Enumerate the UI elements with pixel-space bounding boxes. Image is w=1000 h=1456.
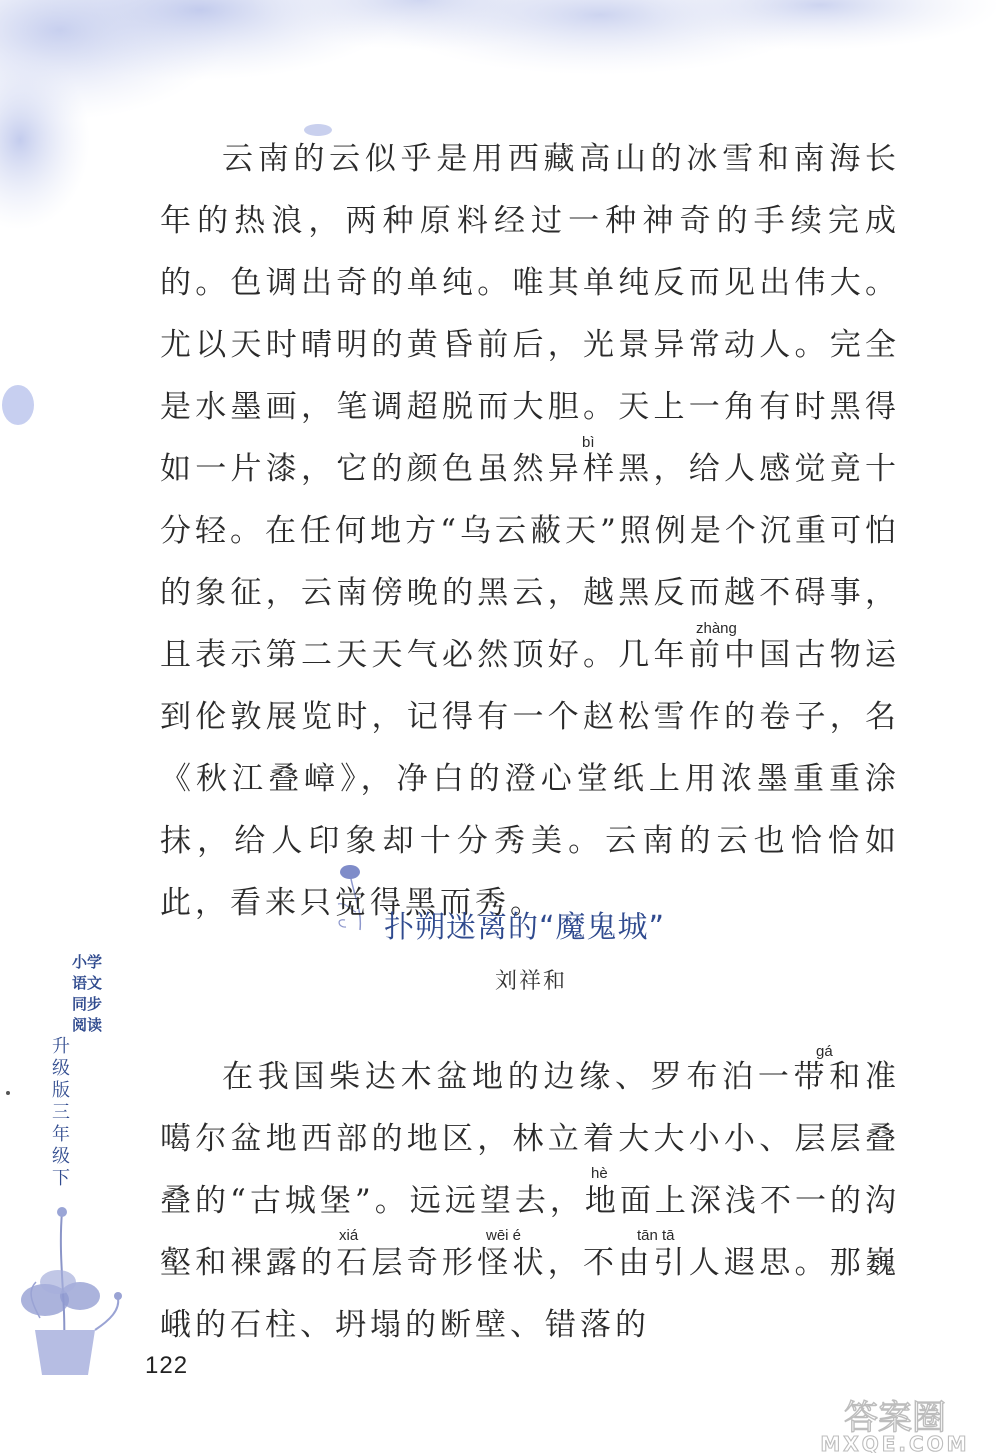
- watermark-logo: [800, 1395, 990, 1453]
- passage-1-paragraph: 云南的云似乎是用西藏高山的冰雪和南海长年的热浪，两种原料经过一种神奇的手续完成的。色调出奇的单纯。唯其单纯反而见出伟大。尤以天时晴明的黄昏前后，光景异常动人。完全是水墨画，笔调超脱而大胆。天上一角有时黑得如一片漆，它的颜色虽然异样黑，给人感觉竟十分轻。在任何地方“乌云蔽天”照例是个沉重可怕的象征，云南傍晚的黑云，越黑反而越不碍事，且表示第二天天气必然顶好。几年前中国古物运到伦敦展览时，记得有一个赵松雪作的卷子，名《秋江叠嶂》，净白的澄心堂纸上用浓墨重重涂抹，给人印象却十分秀美。云南的云也恰恰如此，看来只觉得黑而秀。: [160, 141, 900, 921]
- pinyin-ga: gá: [816, 1043, 833, 1060]
- pinyin-xia: xiá: [339, 1227, 359, 1244]
- author-name: 刘祥和: [495, 969, 568, 994]
- section-title: 扑朔迷离的“魔鬼城”: [384, 910, 666, 945]
- potted-plant-illustration: [21, 1207, 122, 1375]
- svg-text:MXQE.COM: MXQE.COM: [820, 1432, 970, 1453]
- pinyin-tan-ta: tān tā: [637, 1227, 675, 1244]
- book-title: 小学语文同步阅读: [72, 953, 103, 1034]
- passage-2: [160, 1046, 900, 1356]
- pinyin-bi: bì: [582, 434, 595, 451]
- pinyin-wei-e: wēi é: [486, 1227, 522, 1244]
- pinyin-zhang: zhàng: [696, 620, 737, 637]
- section-heading: [338, 860, 698, 960]
- page-number: 122: [145, 1352, 189, 1379]
- svg-text:答案圈: 答案圈: [844, 1398, 946, 1438]
- passage-1: [160, 128, 900, 934]
- pinyin-he: hè: [591, 1165, 608, 1182]
- edition-label: 升级版 三年级下: [52, 1036, 70, 1189]
- passage-2-paragraph: 在我国柴达木盆地的边缘、罗布泊一带和准噶尔盆地西部的地区，林立着大大小小、层层叠叠的“古城堡”。远远望去，地面上深浅不一的沟壑和裸露的石层奇形怪状，不由引人遐思。那巍峨的石柱、坍塌的断壁、错落的: [160, 1059, 900, 1343]
